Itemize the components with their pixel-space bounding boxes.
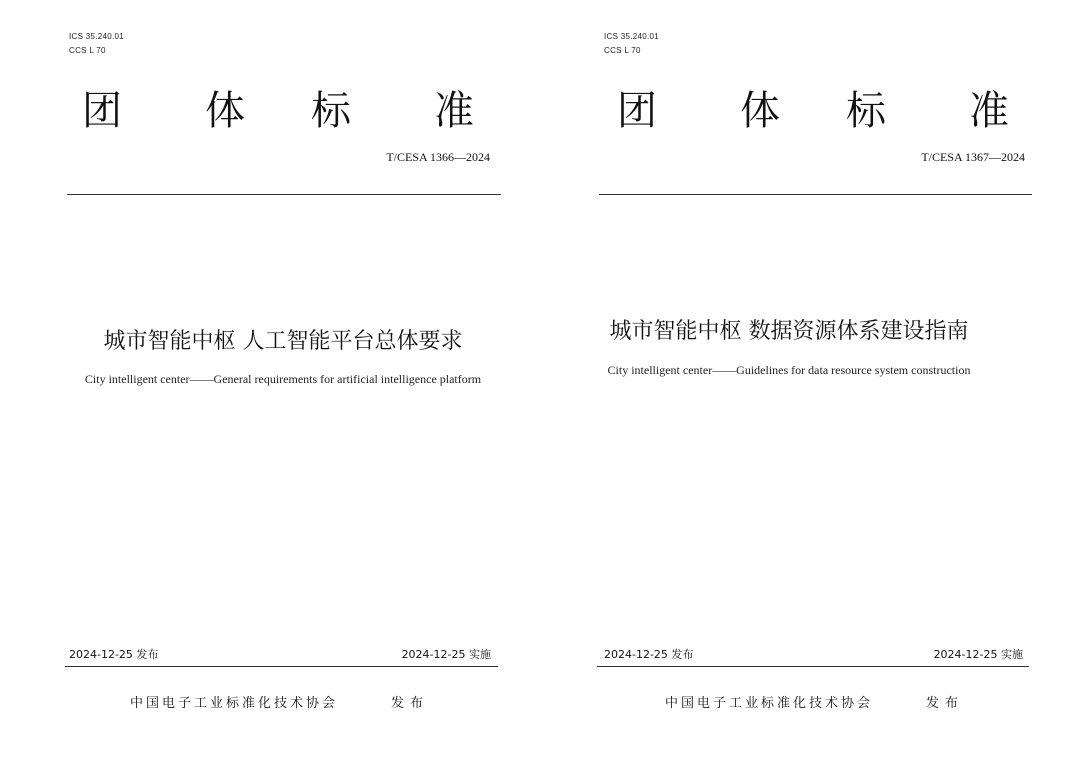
standard-type-char: 体 — [205, 88, 245, 134]
ccs-code: CCS L 70 — [69, 46, 106, 55]
ccs-code: CCS L 70 — [604, 46, 641, 55]
title-english: City intelligent center——Guidelines for data resource system construction — [607, 363, 971, 377]
publish-date: 2024-12-25 发布 — [604, 648, 694, 661]
footer-divider — [65, 666, 498, 667]
header-divider — [599, 194, 1032, 195]
standard-type-char: 标 — [846, 88, 886, 134]
publisher-name: 中国电子工业标准化技术协会 — [665, 696, 874, 711]
standard-type-char: 团 — [617, 88, 657, 134]
publish-label: 发布 — [926, 696, 965, 711]
standard-number: T/CESA 1366—2024 — [386, 150, 490, 164]
ics-code: ICS 35.240.01 — [604, 32, 660, 41]
standard-cover-1367 — [535, 0, 1075, 766]
standard-type-char: 准 — [434, 88, 474, 134]
ics-code: ICS 35.240.01 — [69, 32, 125, 41]
standard-type-char: 准 — [969, 88, 1009, 134]
footer-divider — [597, 666, 1029, 667]
implement-date: 2024-12-25 实施 — [933, 648, 1023, 661]
title-chinese: 城市智能中枢 人工智能平台总体要求 — [103, 329, 463, 354]
implement-date: 2024-12-25 实施 — [401, 648, 491, 661]
publisher-name: 中国电子工业标准化技术协会 — [130, 696, 339, 711]
title-chinese: 城市智能中枢 数据资源体系建设指南 — [609, 319, 969, 344]
standard-type-char: 团 — [82, 88, 122, 134]
standard-type-char: 体 — [740, 88, 780, 134]
header-divider — [67, 194, 501, 195]
publish-label: 发布 — [391, 696, 430, 711]
title-english: City intelligent center——General requirements for artificial intelligence platform — [84, 372, 482, 386]
standard-type-char: 标 — [311, 88, 351, 134]
publish-date: 2024-12-25 发布 — [69, 648, 159, 661]
standard-number: T/CESA 1367—2024 — [921, 150, 1025, 164]
